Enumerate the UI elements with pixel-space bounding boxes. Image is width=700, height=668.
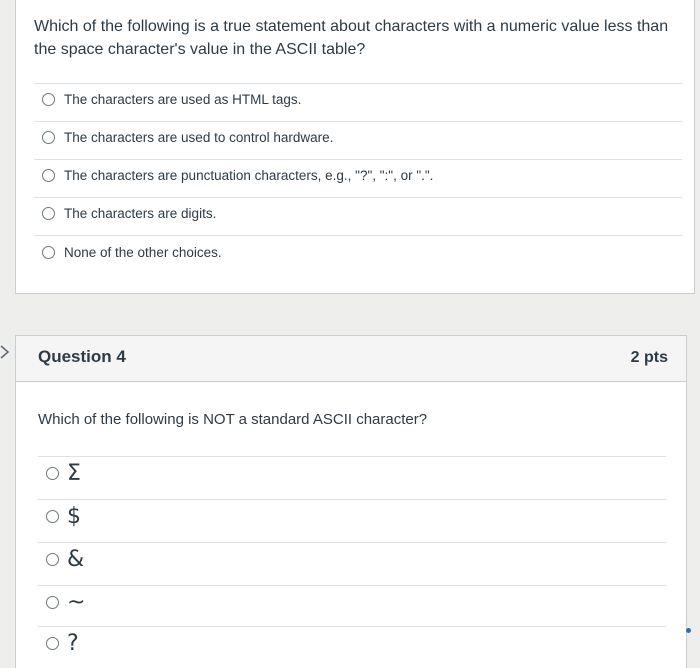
radio-button-icon[interactable] <box>42 131 55 144</box>
question-3-card <box>15 0 695 294</box>
answer-label: ? <box>67 631 79 656</box>
divider <box>34 197 682 198</box>
divider <box>34 121 682 122</box>
question-points: 2 pts <box>630 349 668 366</box>
answer-option[interactable] <box>42 168 433 183</box>
answer-label: The characters are punctuation characters, e.g., "?", ":", or ".". <box>64 168 434 183</box>
divider <box>34 159 682 160</box>
chevron-right-icon[interactable] <box>0 345 10 359</box>
divider <box>38 585 666 586</box>
answer-option[interactable] <box>46 504 81 529</box>
answer-option[interactable] <box>46 631 79 656</box>
radio-button-icon[interactable] <box>42 93 55 106</box>
answer-label: $ <box>67 504 81 529</box>
question-3-text: Which of the following is a true statement about characters with a numeric value less than the space character's value in the ASCII table? <box>34 18 669 58</box>
answer-label: None of the other choices. <box>64 245 222 260</box>
radio-button-icon[interactable] <box>46 553 59 566</box>
question-header <box>16 336 686 382</box>
divider <box>38 499 666 500</box>
answer-label: ~ <box>67 590 86 615</box>
answer-option[interactable] <box>46 547 84 572</box>
answer-option[interactable] <box>42 130 333 145</box>
divider <box>38 626 666 627</box>
radio-button-icon[interactable] <box>42 246 55 259</box>
indicator-dot <box>686 628 691 633</box>
question-4-card <box>15 335 687 668</box>
radio-button-icon[interactable] <box>46 637 59 650</box>
answer-option[interactable] <box>42 206 216 221</box>
radio-button-icon[interactable] <box>42 169 55 182</box>
radio-button-icon[interactable] <box>42 207 55 220</box>
answer-option[interactable] <box>42 245 222 260</box>
answer-option[interactable] <box>46 461 81 486</box>
radio-button-icon[interactable] <box>46 596 59 609</box>
answer-option[interactable] <box>46 590 85 615</box>
answer-label: Σ <box>67 461 81 486</box>
answer-label: The characters are used as HTML tags. <box>64 92 302 107</box>
answer-label: The characters are digits. <box>64 206 217 221</box>
divider <box>38 542 666 543</box>
divider <box>38 456 666 457</box>
question-title: Question 4 <box>38 347 126 366</box>
divider <box>34 83 682 84</box>
radio-button-icon[interactable] <box>46 510 59 523</box>
question-4-text: Which of the following is NOT a standard ASCII character? <box>38 411 428 428</box>
answer-label: The characters are used to control hardware. <box>64 130 334 145</box>
answer-label: & <box>67 547 85 572</box>
divider <box>34 235 682 236</box>
answer-option[interactable] <box>42 92 301 107</box>
radio-button-icon[interactable] <box>46 467 59 480</box>
